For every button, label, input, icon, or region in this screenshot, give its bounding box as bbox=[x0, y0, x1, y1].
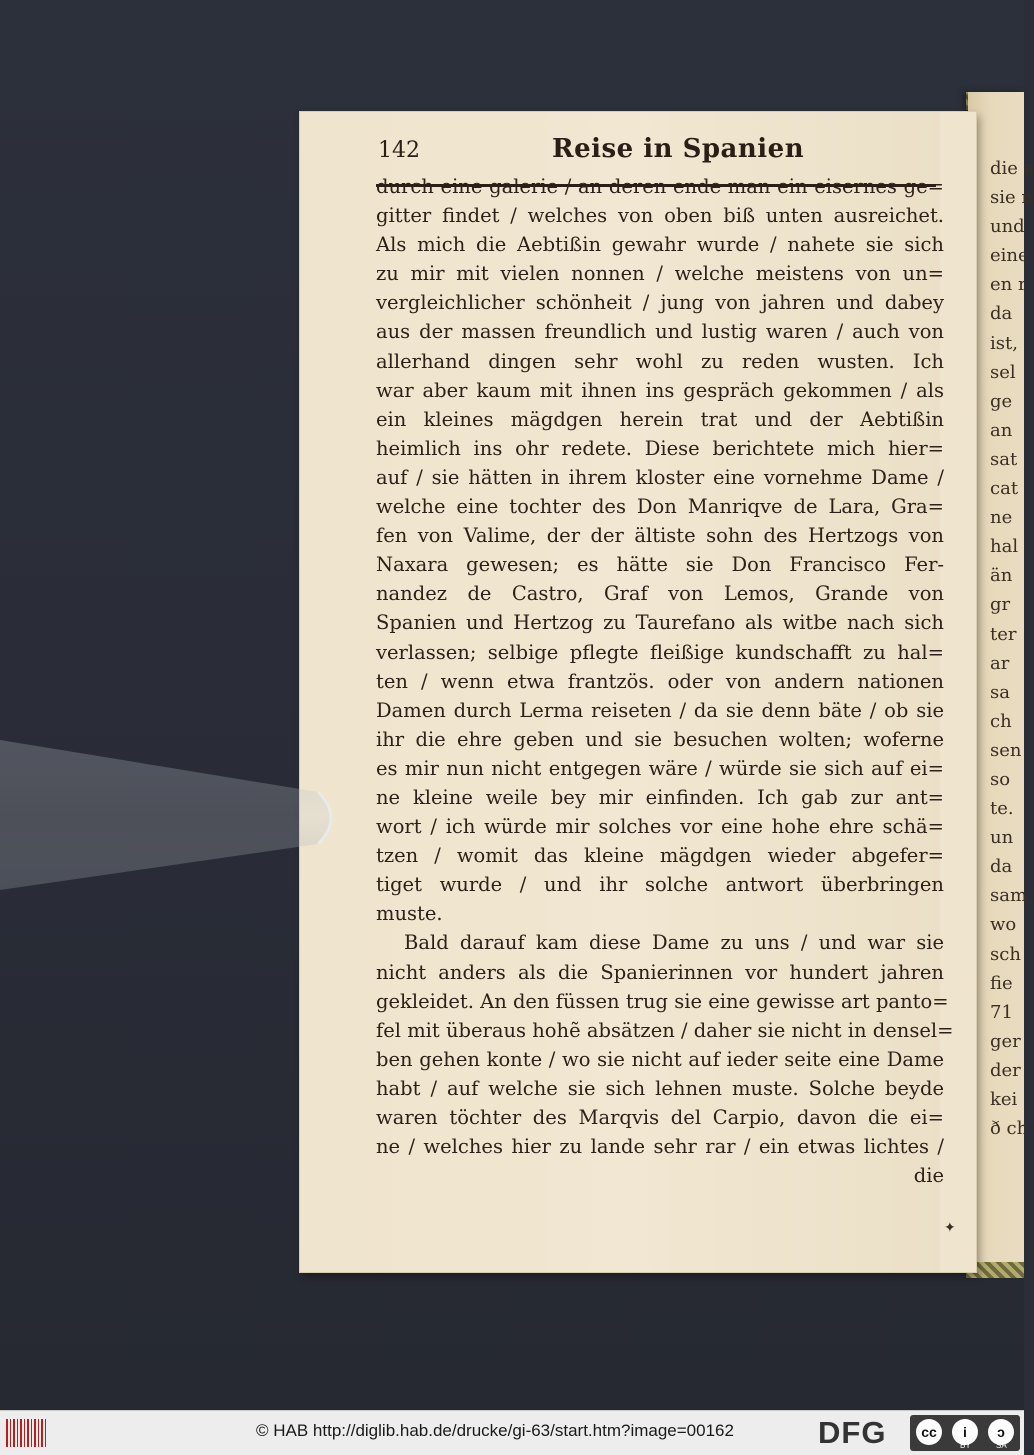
next-page-fragment: so bbox=[990, 768, 1011, 790]
next-page-fragment: sat bbox=[990, 448, 1018, 470]
text-line: tiget wurde / und ihr solche antwort überbringen bbox=[376, 873, 944, 897]
next-page-fragment: sa bbox=[990, 681, 1010, 703]
text-line: war aber kaum mit ihnen ins gespräch gekommen / als bbox=[376, 378, 944, 402]
next-page-fragment: cat bbox=[990, 478, 1019, 500]
next-page-fragment: da bbox=[990, 856, 1013, 878]
next-page-fragment: ge bbox=[990, 390, 1013, 412]
printer-mark-icon: ✦ bbox=[944, 1220, 956, 1236]
by-icon: i bbox=[952, 1419, 978, 1445]
text-line: ne / welches hier zu lande sehr rar / ein etwas lichtes / bbox=[376, 1135, 944, 1159]
next-page-fragment: die a bbox=[990, 158, 1034, 179]
text-line: ne kleine weile bey mir einfinden. Ich gab zur ant= bbox=[376, 785, 944, 809]
text-line: verlassen; selbige pflegte fleißige kundschafft zu hal= bbox=[376, 640, 944, 664]
next-page-fragment: da bbox=[990, 303, 1013, 325]
text-line: nicht anders als die Spanierinnen vor hundert jahren bbox=[376, 960, 944, 984]
footer-bar bbox=[0, 1410, 1024, 1455]
next-page-fragment: te. bbox=[990, 798, 1014, 820]
next-page-fragment: sch bbox=[990, 943, 1021, 965]
footer-credit-link[interactable]: © HAB http://diglib.hab.de/drucke/gi-63/start.htm?image=00162 bbox=[256, 1421, 734, 1440]
text-line: Bald darauf kam diese Dame zu uns / und war sie bbox=[404, 931, 944, 955]
text-line: ein kleines mägdgen herein trat und der Aebtißin bbox=[376, 407, 944, 431]
page-header bbox=[356, 134, 936, 166]
text-line: Naxara gewesen; es hätte sie Don Francisco Fer- bbox=[376, 553, 944, 577]
text-line: ten / wenn etwa frantzös. oder von andern nationen bbox=[376, 669, 944, 693]
text-line: ben gehen konte / wo sie nicht auf ieder seite eine Dame bbox=[376, 1047, 944, 1071]
text-line: es mir nun nicht entgegen wäre / würde sie sich auf ei= bbox=[376, 756, 944, 780]
next-page-fragment: fie bbox=[990, 972, 1013, 994]
text-line: auf / sie hätten in ihrem kloster eine vornehme Dame / bbox=[376, 465, 944, 489]
next-page-fragment: 71 bbox=[990, 1001, 1013, 1023]
next-page-fragment: kei bbox=[990, 1089, 1018, 1110]
next-page-fragment: en r bbox=[990, 274, 1027, 296]
running-title: Reise in Spanien bbox=[552, 134, 805, 164]
dfg-logo: DFG bbox=[818, 1415, 887, 1450]
catchword: die bbox=[913, 1164, 944, 1188]
next-page-fragment: ter bbox=[990, 623, 1017, 645]
next-page-fragment: eine bbox=[990, 245, 1029, 267]
text-line: Spanien und Hertzog zu Taurefano als witbe nach sich bbox=[376, 611, 944, 635]
text-line: zu mir mit vielen nonnen / welche meistens von un= bbox=[376, 262, 944, 286]
next-page-edge bbox=[968, 92, 1034, 1272]
next-page-fragment: ger bbox=[990, 1030, 1021, 1052]
next-page-fragment: sen bbox=[990, 739, 1022, 761]
next-page-fragment: der bbox=[990, 1059, 1021, 1081]
text-line: heimlich ins ohr redete. Diese berichtete mich hier= bbox=[376, 436, 944, 460]
sa-icon: ↄ bbox=[988, 1419, 1014, 1445]
by-label: BY bbox=[960, 1441, 971, 1450]
text-line: fel mit überaus hohẽ absätzen / daher sie nicht in densel= bbox=[376, 1018, 954, 1042]
text-line: allerhand dingen sehr wohl zu reden wusten. Ich bbox=[376, 349, 944, 373]
text-line: nandez de Castro, Graf von Lemos, Grande von bbox=[376, 582, 944, 606]
text-line: waren töchter des Marqvis del Carpio, davon die ei= bbox=[376, 1106, 944, 1129]
page-number: 142 bbox=[378, 138, 420, 163]
text-line: ihr die ehre geben und sie besuchen wolten; woferne bbox=[376, 727, 944, 751]
text-line: durch eine galerie / an deren ende man ein eisernes ge= bbox=[376, 175, 944, 198]
text-line: Damen durch Lerma reiseten / da sie denn bäte / ob sie bbox=[376, 698, 944, 722]
next-page-fragment: gr bbox=[990, 594, 1011, 616]
cc-icon: cc bbox=[916, 1419, 942, 1445]
next-page-fragment: ar bbox=[990, 652, 1010, 674]
text-line: vergleichlicher schönheit / jung von jahren und dabey bbox=[376, 291, 944, 315]
next-page-fragment: sie n bbox=[990, 187, 1033, 209]
next-page-fragment: ist, bbox=[990, 332, 1018, 354]
next-page-fragment: wo bbox=[990, 914, 1017, 936]
next-page-fragment: sam bbox=[990, 885, 1028, 907]
text-line: aus der massen freundlich und lustig waren / auch von bbox=[376, 320, 944, 344]
text-line: fen von Valime, der der ältiste sohn des Hertzogs von bbox=[376, 524, 944, 548]
cc-license-badge[interactable] bbox=[910, 1415, 1020, 1451]
sa-label: SA bbox=[996, 1441, 1007, 1450]
text-line: tzen / womit das kleine mägdgen wieder abgefer= bbox=[376, 844, 944, 868]
next-page-fragment: un bbox=[990, 827, 1014, 849]
next-page-fragment: ch bbox=[990, 710, 1012, 732]
body-text bbox=[376, 172, 954, 1190]
text-line: gekleidet. An den füssen trug sie eine gewisse art panto= bbox=[376, 989, 949, 1013]
text-line: Als mich die Aebtißin gewahr wurde / nahete sie sich bbox=[376, 233, 944, 257]
hab-barcode-icon bbox=[6, 1419, 48, 1447]
book-page bbox=[300, 112, 976, 1272]
next-page-fragment: ð ch bbox=[990, 1118, 1029, 1140]
next-page-fragment: ne bbox=[990, 507, 1013, 529]
next-page-fragment: hal bbox=[990, 536, 1019, 558]
next-page-fragment: an bbox=[990, 419, 1013, 441]
next-page-fragment: sel bbox=[990, 361, 1016, 383]
next-page-fragment: und bbox=[990, 216, 1025, 238]
next-page-fragment: än bbox=[990, 565, 1013, 587]
text-line: welche eine tochter des Don Manriqve de Lara, Gra= bbox=[376, 495, 944, 519]
text-line: habt / auf welche sie sich lehnen muste. Solche beyde bbox=[376, 1076, 944, 1100]
next-page-text bbox=[990, 154, 1034, 1143]
text-line: gitter findet / welches von oben biß unten ausreichet. bbox=[376, 204, 944, 228]
text-line: wort / ich würde mir solches vor eine hohe ehre schä= bbox=[376, 815, 944, 839]
text-line: muste. bbox=[376, 902, 443, 926]
